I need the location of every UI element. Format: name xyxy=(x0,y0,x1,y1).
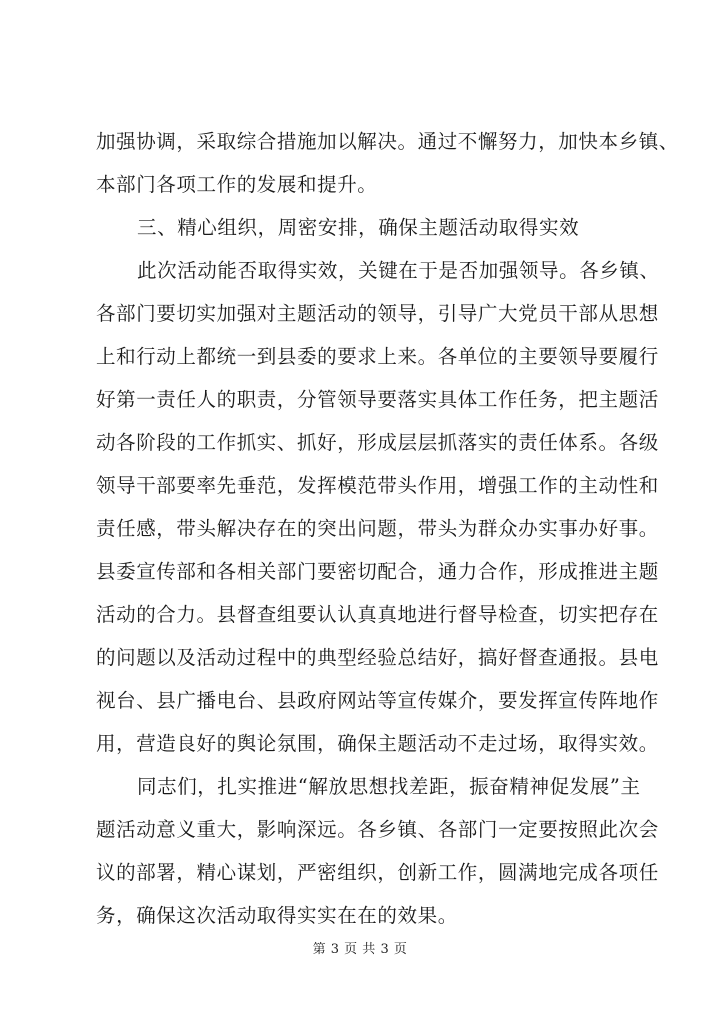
text-line: 务，确保这次活动取得实实在在的效果。 xyxy=(96,904,458,927)
text-line: 题活动意义重大，影响深远。各乡镇、各部门一定要按照此次会 xyxy=(96,818,659,841)
page-number-footer: 第 3 页 共 3 页 xyxy=(312,942,408,957)
text-line: 议的部署，精心谋划，严密组织，创新工作，圆满地完成各项任 xyxy=(96,861,659,884)
text-line: 加强协调，采取综合措施加以解决。通过不懈努力，加快本乡镇、 xyxy=(96,130,679,153)
text-line: 用，营造良好的舆论氛围，确保主题活动不走过场，取得实效。 xyxy=(96,732,659,755)
text-line: 本部门各项工作的发展和提升。 xyxy=(96,173,378,196)
section-heading: 三、精心组织，周密安排，确保主题活动取得实效 xyxy=(137,216,580,239)
text-line: 的问题以及活动过程中的典型经验总结好，搞好督查通报。县电 xyxy=(96,646,659,669)
text-line: 各部门要切实加强对主题活动的领导，引导广大党员干部从思想 xyxy=(96,302,659,325)
text-line: 责任感，带头解决存在的突出问题，带头为群众办实事办好事。 xyxy=(96,517,659,540)
text-line: 上和行动上都统一到县委的要求上来。各单位的主要领导要履行 xyxy=(96,345,659,368)
text-line: 动各阶段的工作抓实、抓好，形成层层抓落实的责任体系。各级 xyxy=(96,431,659,454)
text-line: 领导干部要率先垂范，发挥模范带头作用，增强工作的主动性和 xyxy=(96,474,659,497)
text-line: 视台、县广播电台、县政府网站等宣传媒介，要发挥宣传阵地作 xyxy=(96,689,659,712)
text-line: 活动的合力。县督查组要认认真真地进行督导检查，切实把存在 xyxy=(96,603,659,626)
text-line: 县委宣传部和各相关部门要密切配合，通力合作，形成推进主题 xyxy=(96,560,659,583)
text-line: 好第一责任人的职责，分管领导要落实具体工作任务，把主题活 xyxy=(96,388,659,411)
text-line: 同志们，扎实推进“解放思想找差距，振奋精神促发展”主 xyxy=(137,775,641,798)
text-line: 此次活动能否取得实效，关键在于是否加强领导。各乡镇、 xyxy=(137,259,660,282)
